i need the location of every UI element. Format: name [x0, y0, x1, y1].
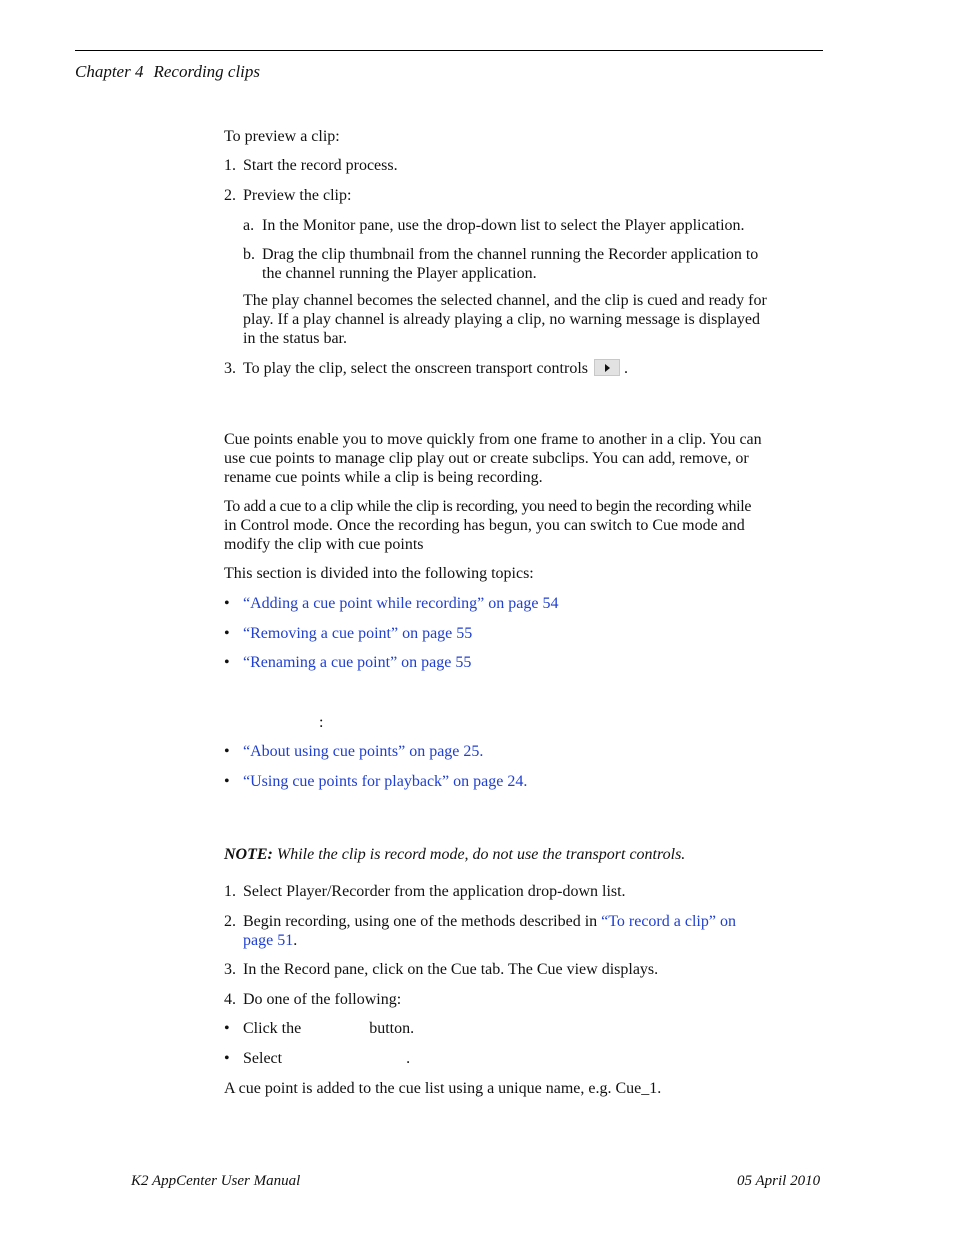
- preview-step-2: 2. Preview the clip:: [224, 187, 352, 204]
- cue-intro-line: rename cue points while a clip is being recording.: [224, 469, 543, 486]
- list-item: • “Adding a cue point while recording” on page 54: [224, 595, 559, 612]
- related-link[interactable]: “Using cue points for playback” on page 24: [243, 773, 524, 790]
- add-step-2-cont: page 51.: [243, 932, 298, 949]
- chapter-number: Chapter 4: [75, 62, 144, 81]
- preview-step-1: 1. Start the record process.: [224, 157, 398, 174]
- preview-result-line: The play channel becomes the selected channel, and the clip is cued and ready for: [243, 292, 767, 309]
- chapter-title: Recording clips: [153, 62, 261, 81]
- footer-manual-title: K2 AppCenter User Manual: [131, 1173, 301, 1189]
- header-rule: [75, 50, 823, 51]
- preview-result-line: in the status bar.: [243, 330, 347, 347]
- footer-date: 05 April 2010: [737, 1173, 821, 1189]
- topic-link[interactable]: “Renaming a cue point” on page 55: [243, 654, 472, 671]
- topic-link[interactable]: “Removing a cue point” on page 55: [243, 625, 473, 642]
- running-header: [75, 62, 260, 81]
- list-item: • “Removing a cue point” on page 55: [224, 625, 473, 642]
- preview-intro: To preview a clip:: [224, 128, 340, 145]
- add-step-3: 3. In the Record pane, click on the Cue tab. The Cue view displays.: [224, 961, 659, 978]
- related-colon: :: [319, 714, 324, 731]
- topics-intro: This section is divided into the following topics:: [224, 565, 534, 582]
- topic-link[interactable]: “Adding a cue point while recording” on page 54: [243, 595, 559, 612]
- note: NOTE: While the clip is record mode, do not use the transport controls.: [224, 846, 686, 863]
- note-label: NOTE:: [224, 846, 273, 863]
- add-step-2: 2. Begin recording, using one of the methods described in “To record a clip” on: [224, 913, 736, 930]
- list-item: • “Using cue points for playback” on page 24.: [224, 773, 528, 790]
- cue-record-line: modify the clip with cue points: [224, 536, 424, 553]
- list-item: • Click the button.: [224, 1020, 415, 1037]
- related-link[interactable]: “About using cue points” on page 25: [243, 743, 480, 760]
- cue-intro-line: use cue points to manage clip play out or create subclips. You can add, remove, or: [224, 450, 749, 467]
- cue-record-line: in Control mode. Once the recording has begun, you can switch to Cue mode and: [224, 517, 745, 534]
- list-item: • Select .: [224, 1050, 411, 1067]
- add-result: A cue point is added to the cue list using a unique name, e.g. Cue_1.: [224, 1080, 662, 1097]
- preview-step-3: 3. To play the clip, select the onscreen transport controls .: [224, 360, 628, 377]
- cue-record-line: To add a cue to a clip while the clip is recording, you need to begin the recording while: [224, 498, 752, 515]
- list-item: • “Renaming a cue point” on page 55: [224, 654, 472, 671]
- preview-substep-b: b. Drag the clip thumbnail from the channel running the Recorder application to: [243, 246, 759, 263]
- cue-intro-line: Cue points enable you to move quickly from one frame to another in a clip. You can: [224, 431, 762, 448]
- preview-result-line: play. If a play channel is already playing a clip, no warning message is displayed: [243, 311, 761, 328]
- add-step-4: 4. Do one of the following:: [224, 991, 402, 1008]
- add-step-1: 1. Select Player/Recorder from the application drop-down list.: [224, 883, 626, 900]
- preview-substep-b-cont: the channel running the Player application.: [262, 265, 537, 282]
- play-icon[interactable]: [594, 359, 620, 376]
- preview-substep-a: a. In the Monitor pane, use the drop-down list to select the Player application.: [243, 217, 745, 234]
- list-item: • “About using cue points” on page 25.: [224, 743, 484, 760]
- record-clip-link[interactable]: “To record a clip” on: [601, 913, 736, 930]
- record-clip-link-page[interactable]: page 51: [243, 932, 294, 949]
